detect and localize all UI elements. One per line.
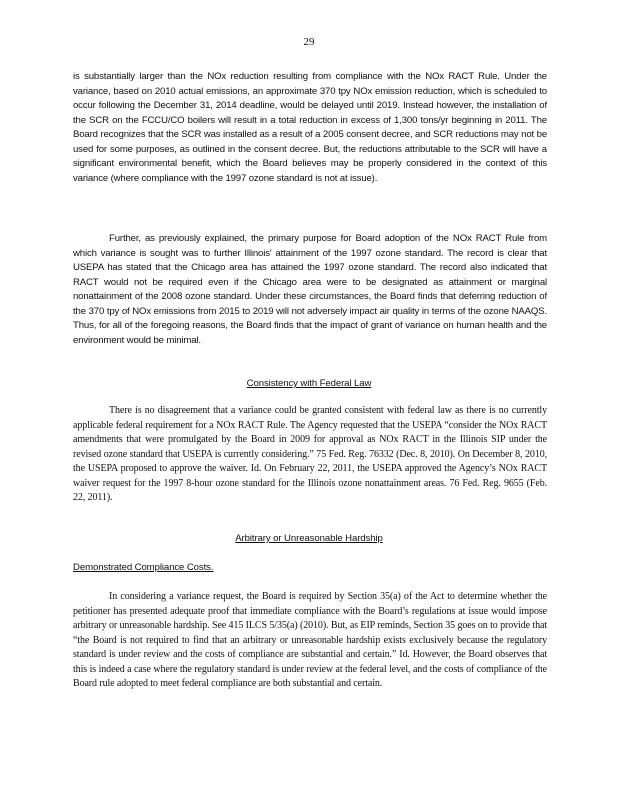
paragraph-ozone-attainment: Further, as previously explained, the primary purpose for Board adoption of the NOx RACT Rule from which variance is sought was to further Illinois' attainment of the 1997 ozone standard. The record is clear that USEPA has stated that the Chicago area has attained the 1997 ozone standard. The record also indicated that RACT would not be required even if the Chicago area were to be designated as attainment or marginal nonattainment of the 2008 ozone standard. Under these circumstances, the Board finds that deferring reduction of the 370 tpy of NOx emissions from 2015 to 2019 will not adversely impact air quality in terms of the ozone NAAQS. Thus, for all of the foregoing reasons, the Board finds that the impact of grant of variance on human health and the environment would be minimal. bbox=[73, 233, 547, 346]
section-heading-hardship-text: Arbitrary or Unreasonable Hardship bbox=[235, 533, 383, 544]
section-heading-consistency-text: Consistency with Federal Law bbox=[246, 378, 372, 389]
paragraph-impact-continued: is substantially larger than the NOx reduction resulting from compliance with the NOx RACT Rule. Under the variance, based on 2010 actual emissions, an approximate 370 tpy NOx emission reduction, which is scheduled to occur following the December 31, 2014 deadline, would be delayed until 2019. Instead however, the installation of the SCR on the FCCU/CO boilers will result in a total reduction in excess of 1,300 tons/yr beginning in 2011. The Board recognizes that the SCR was installed as a result of a 2005 consent decree, and SCR reductions may not be used for some purposes, as outlined in the consent decree. But, the reductions attributable to the SCR will have a significant environmental benefit, which the Board believes may be properly considered in the context of this variance (where compliance with the 1997 ozone standard is not at issue). bbox=[73, 71, 547, 184]
subheading-compliance-costs: Demonstrated Compliance Costs. bbox=[73, 562, 214, 573]
paragraph-compliance-costs: In considering a variance request, the Board is required by Section 35(a) of the Act to determine whether the petitioner has presented adequate proof that immediate compliance with the Board’s regulations at issue would impose arbitrary or unreasonable hardship. See 415 ILCS 5/35(a) (2010). But, as EIP reminds, Section 35 goes on to provide that “the Board is not required to find that an arbitrary or unreasonable hardship exists exclusively because the regulatory standard is under review and the costs of compliance are substantial and certain.” Id. However, the Board observes that this is indeed a case where the regulatory standard is under review at the federal level, and the costs of compliance of the Board rule adopted to meet federal compliance are both substantial and certain. bbox=[73, 591, 547, 689]
paragraph-federal-law: There is no disagreement that a variance could be granted consistent with federal law as there is no currently applicable federal requirement for a NOx RACT Rule. The Agency requested that the USEPA “consider the NOx RACT amendments that were promulgated by the Board in 2009 for approval as NOx RACT in the Illinois SIP under the revised ozone standard that USEPA is currently considering.” 75 Fed. Reg. 76332 (Dec. 8, 2010). On December 8, 2010, the USEPA proposed to approve the waiver. Id. On February 22, 2011, the USEPA approved the Agency’s NOx RACT waiver request for the 1997 8-hour ozone standard for the Illinois ozone nonattainment areas. 76 Fed. Reg. 9655 (Feb. 22, 2011). bbox=[73, 405, 547, 503]
section-heading-consistency bbox=[0, 378, 618, 389]
section-heading-hardship bbox=[0, 533, 618, 544]
page-number: 29 bbox=[303, 36, 315, 48]
